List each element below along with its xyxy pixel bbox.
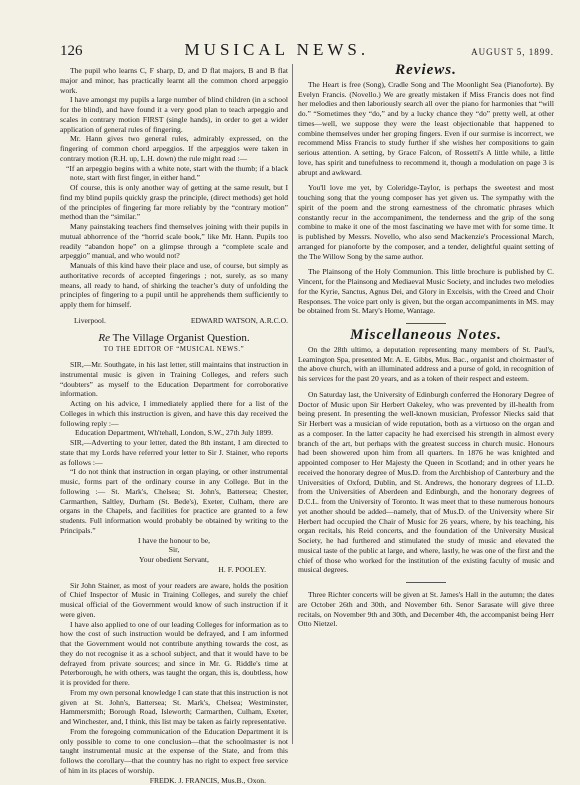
letter-signature: FREDK. J. FRANCIS, Mus.B., Oxon. [60,776,288,785]
note-paragraph: On the 28th ultimo, a deputation representing many members of St. Paul's, Leamington Spa, presented Mr. A. E. Gibbs, Mus. Bac., organist and choirmaster of the above church, with an illuminated address and a purse of gold, in recognition of his services for the past 20 years, and as a token of their respect and esteem. [298,345,554,384]
section-subheading: TO THE EDITOR OF “MUSICAL NEWS.” [60,345,288,355]
letter-paragraph: From my own personal knowledge I can state that this instruction is not given at St. John's, Battersea; St. Mark's, Chelsea; Westminster, Hammersmith; Borough Road, Isleworth; Carmarthen, Culham, Exeter, and Winchester, and, I think, this list may be taken as fairly representative. [60,688,288,727]
letter-paragraph: I have amongst my pupils a large number of blind children (in a school for the blind), and have found it a very good plan to teach arpeggio and scales in contrary motion FIRST (single hands), in order to get a wider application of general rules of fingering. [60,95,288,134]
left-column [60,66,288,756]
publication-title: MUSICAL NEWS. [185,40,370,60]
letter-quote: “I do not think that instruction in organ playing, or other instrumental music, forms part of the ordinary course in any College. But in the following :— St. Mark's, Chelsea; St. John's, Battersea; Chester, Carmarthen, Saltley, Durham (St. Bede's), Exeter, Culham, there are organs in the Chapels, and facilities for practice are granted to a few students. Full information would probably be obtained by writing to the Principals.” [60,467,288,535]
letter-paragraph: I have also applied to one of our leading Colleges for information as to how the cost of such instruction would be defrayed, and I am informed that the Government would not contribute anything towards the cost, as they do not recognise it as a school subject, and that it would have to be defrayed from private sources; and since in Mr. G. Riddle's time at Peterborough, he with others, was taught the organ, this is, doubtless, how it is provided for there. [60,620,288,688]
letter-paragraph: Of course, this is only another way of getting at the same result, but I find my blind pupils quickly grasp the principle, (direct methods) get hold of the principles of fingering far more reliably by the “contrary motion” method than the “similar.” [60,183,288,222]
letter-signoff [60,316,288,326]
letter-quote: “If an arpeggio begins with a white note, start with the thumb; if a black note, start with first finger, in either hand.” [60,164,288,184]
note-paragraph: On Saturday last, the University of Edinburgh conferred the Honorary Degree of Doctor of Music upon Sir Herbert Oakeley, who was prevented by ill-health from being present. In presenting the well-known musician, Professor Niecks said that Sir Herbert was a musician of wide reputation, both as a virtuoso on the organ and as a composer. In the latter capacity he had exercised his strength in almost every branch of the art, but perhaps with the greatest success in church music. Honours had been showered upon him from all quarters. In 1876 he was knighted and appointed composer to Her Majesty the Queen in Scotland; and in other years he received the honorary degree of Mus.D. from the Archbishop of Canterbury and the Universities of Oxford, Dublin, and St. Andrews, the honorary degrees of LL.D. from the Universities of Aberdeen and Edinburgh, and the honorary degrees of D.C.L. from the University of Toronto. It was meet that to these numerous honours yet another should be added—namely, that of Mus.D. of the University where Sir Herbert had occupied the Chair of Music for 26 years, where, by his teaching, his organ recitals, his Reid concerts, and the foundation of the University Musical Society, he had furthered and stimulated the study of music and elevated the musical taste of the public at large, and where, lastly, he was one of the first and the chief of those who worked for the institution of the existing faculty of music and musical degrees. [298,390,554,575]
letter-paragraph: Acting on his advice, I immediately applied there for a list of the Colleges in which this instruction is given, and have this day received the following reply :— [60,399,288,428]
review-paragraph: You'll love me yet, by Coleridge-Taylor, is perhaps the sweetest and most touching song that the young composer has yet given us. The sympathy with the spirit of the poem and the strong earnestness of the chromatic phrases which constantly recur in the accompaniment, the tenderness and the grip of the song combine to make it one of the most fascinating we have met with for some time. It is published by Messrs. Novello, who also send Mackenzie's Processional March, arranged for pianoforte by the composer, and a tender, delightful quaint setting of the The Willow Song by the same author. [298,183,554,261]
review-paragraph: The Plainsong of the Holy Communion. This little brochure is published by C. Vincent, for the Plainsong and Mediaeval Music Society, and includes two melodies for the Kyrie, Sanctus, Agnus Dei, and Glory in Excelsis, with the Creed and Choir Responses. The voice part only is given, but the organ accompaniments in MS. may be obtained from St. Mary's Home, Wantage. [298,267,554,316]
section-title: The Village Organist Question. [113,332,250,344]
quoted-address: Education Department, Wh'tehall, London, S.W., 27th July 1899. [60,428,288,438]
letter-place: Liverpool. [74,316,106,326]
reviews-heading: Reviews. [298,66,554,76]
page-number: 126 [60,43,83,60]
closing-line: Your obedient Servant, [60,555,288,565]
section-heading [60,334,288,344]
letter-paragraph: SIR,—Adverting to your letter, dated the 8th instant, I am directed to state that my Lords have referred your letter to Sir J. Stainer, who reports as follows :— [60,438,288,467]
letter-paragraph: SIR,—Mr. Southgate, in his last letter, still maintains that instruction in instrumental music is given in Training Colleges, and refers such “doubters” as myself to the Education Department for corroborative information. [60,360,288,399]
letter-signature: H. F. POOLEY. [60,565,288,575]
closing-line: Sir, [60,545,288,555]
section-rule [406,582,446,583]
section-re: Re [98,332,110,344]
page-header [60,40,554,60]
letter-paragraph: From the foregoing communication of the Education Department it is only possible to come to one conclusion—that the schoolmaster is not taught instrumental music at the expense of the State, and from this follows the corollary—that the country has no right to expect free service of him in its places of worship. [60,727,288,776]
letter-paragraph: Many painstaking teachers find themselves joining with their pupils in mutual abhorrence of the “horrid scale book,” like Mr. Hann. Pupils too readily “abandon hope” on a glimpse through a “complete scale and arpeggio” manual, and who would not? [60,222,288,261]
right-column [298,66,554,756]
section-rule [406,323,446,324]
review-paragraph: The Heart is free (Song), Cradle Song and The Moonlight Sea (Pianoforte). By Evelyn Francis. (Novello.) We are greatly mistaken if Miss Francis does not find her melodies and then laboriously search all over the piano for harmonies that “will do.” “Sometimes they “do,” and by a lucky chance they “do” pretty well, at other times—well, we suppose they were the least objectionable that happened to combine themselves under her groping fingers. Even if our surmise is incorrect, we recommend Miss Francis to study further if she wishes her compositions to gain serious attention. A setting, by Grace Falcon, of Rossetti's A little while, a little love, has spirit and tunefulness to recommend it, though a modulation on page 3 is abrupt and awkward. [298,80,554,178]
misc-notes-heading: Miscellaneous Notes. [298,331,554,341]
closing-line: I have the honour to be, [60,536,288,546]
note-paragraph: Three Richter concerts will be given at St. James's Hall in the autumn; the dates are October 26th and 30th, and November 6th. Senor Sarasate will give three recitals, on November 9th and 30th, and December 4th, the accompanist being Herr Otto Nietzel. [298,590,554,629]
letter-paragraph: Manuals of this kind have their place and use, of course, but simply as authoritative records of accepted fingerings ; not, surely, as so many means, all ready to hand, of shirking the teacher’s duty of unfolding the principles of fingering to a pupil until he apprehends them sufficiently to apply them for himself. [60,261,288,310]
letter-paragraph: Sir John Stainer, as most of your readers are aware, holds the position of Chief Inspector of Music in Training Colleges, and surely the chief musical official of the Government would know of such instruction if it were given. [60,581,288,620]
letter-paragraph: The pupil who learns C, F sharp, D, and D flat majors, B and B flat major and minor, has practically learnt all the common chord arpeggio work. [60,66,288,95]
letter-paragraph: Mr. Hann gives two general rules, admirably expressed, on the fingering of common chord arpeggios. If the arpeggios were taken in contrary motion (R.H. up, L.H. down) the rule might read :— [60,134,288,163]
letter-signature: EDWARD WATSON, A.R.C.O. [191,316,288,326]
issue-date: AUGUST 5, 1899. [471,47,554,57]
column-divider [292,64,293,744]
